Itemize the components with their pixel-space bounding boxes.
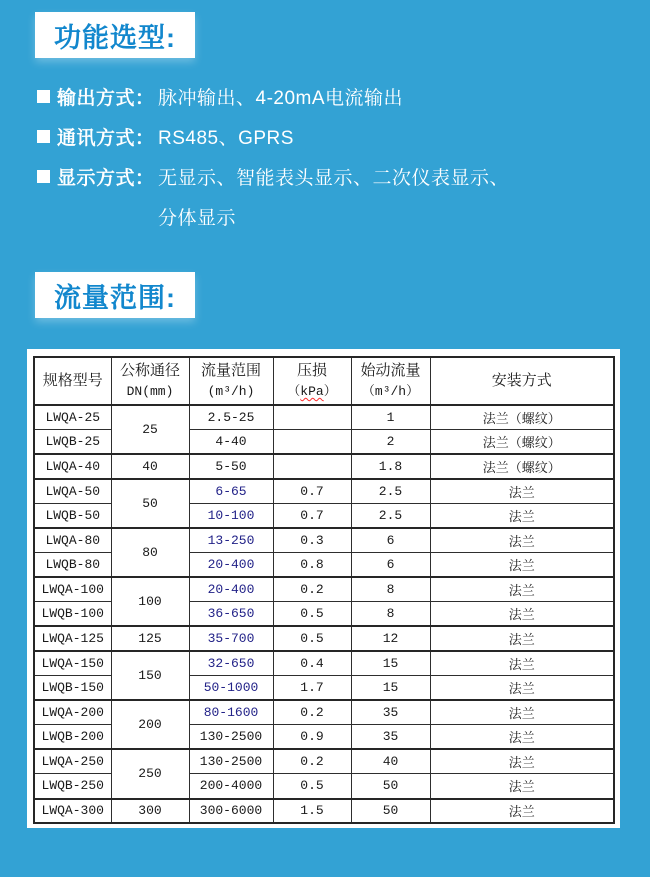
start-flow-cell: 40 bbox=[351, 749, 430, 774]
flow-table bbox=[33, 356, 615, 824]
table-row bbox=[34, 577, 614, 602]
flow-cell: 4-40 bbox=[189, 430, 273, 455]
model-cell: LWQA-150 bbox=[34, 651, 111, 676]
start-flow-cell: 1 bbox=[351, 405, 430, 430]
pressure-cell bbox=[273, 454, 351, 479]
flow-cell: 50-1000 bbox=[189, 676, 273, 701]
table-row bbox=[34, 626, 614, 651]
flow-cell: 6-65 bbox=[189, 479, 273, 504]
pressure-cell: 0.3 bbox=[273, 528, 351, 553]
section-flow-title: 流量范围: bbox=[54, 282, 176, 313]
dn-cell: 150 bbox=[111, 651, 189, 700]
install-cell: 法兰（螺纹） bbox=[430, 430, 614, 455]
start-flow-cell: 8 bbox=[351, 577, 430, 602]
pressure-unit: （kPa） bbox=[287, 384, 337, 399]
bullet-label: 通讯方式： bbox=[57, 127, 155, 149]
model-cell: LWQB-250 bbox=[34, 774, 111, 799]
dn-cell: 250 bbox=[111, 749, 189, 798]
start-flow-cell: 12 bbox=[351, 626, 430, 651]
pressure-cell: 0.2 bbox=[273, 577, 351, 602]
start-flow-cell: 6 bbox=[351, 553, 430, 578]
pressure-cell: 1.5 bbox=[273, 799, 351, 824]
flow-cell: 300-6000 bbox=[189, 799, 273, 824]
flow-cell: 130-2500 bbox=[189, 749, 273, 774]
pressure-cell: 0.9 bbox=[273, 725, 351, 750]
pressure-cell: 0.4 bbox=[273, 651, 351, 676]
table-row bbox=[34, 528, 614, 553]
dn-cell: 100 bbox=[111, 577, 189, 626]
start-flow-cell: 6 bbox=[351, 528, 430, 553]
flow-cell: 2.5-25 bbox=[189, 405, 273, 430]
table-header-row bbox=[34, 357, 614, 405]
bullet-value: 无显示、智能表头显示、二次仪表显示、 bbox=[158, 167, 510, 189]
header-flow-range: 流量范围 (m³/h) bbox=[189, 357, 273, 405]
install-cell: 法兰 bbox=[430, 503, 614, 528]
flow-cell: 35-700 bbox=[189, 626, 273, 651]
list-item bbox=[37, 156, 627, 196]
model-cell: LWQB-200 bbox=[34, 725, 111, 750]
model-cell: LWQA-300 bbox=[34, 799, 111, 824]
model-cell: LWQA-80 bbox=[34, 528, 111, 553]
dn-cell: 25 bbox=[111, 405, 189, 454]
install-cell: 法兰 bbox=[430, 651, 614, 676]
model-cell: LWQB-150 bbox=[34, 676, 111, 701]
table-row bbox=[34, 454, 614, 479]
install-cell: 法兰 bbox=[430, 700, 614, 725]
start-flow-cell: 15 bbox=[351, 676, 430, 701]
dn-cell: 40 bbox=[111, 454, 189, 479]
start-flow-cell: 35 bbox=[351, 725, 430, 750]
section-function-title-box bbox=[35, 12, 195, 58]
model-cell: LWQA-125 bbox=[34, 626, 111, 651]
pressure-cell bbox=[273, 430, 351, 455]
flow-cell: 5-50 bbox=[189, 454, 273, 479]
install-cell: 法兰 bbox=[430, 749, 614, 774]
install-cell: 法兰（螺纹） bbox=[430, 454, 614, 479]
header-pressure-loss: 压损 （kPa） bbox=[273, 357, 351, 405]
flow-table-body bbox=[34, 405, 614, 823]
pressure-cell bbox=[273, 405, 351, 430]
header-start-flow: 始动流量 （m³/h） bbox=[351, 357, 430, 405]
install-cell: 法兰 bbox=[430, 725, 614, 750]
install-cell: 法兰 bbox=[430, 799, 614, 824]
install-cell: 法兰 bbox=[430, 602, 614, 627]
install-cell: 法兰 bbox=[430, 479, 614, 504]
dn-cell: 125 bbox=[111, 626, 189, 651]
bullet-label: 输出方式： bbox=[57, 87, 155, 109]
header-model: 规格型号 bbox=[34, 357, 111, 405]
flow-cell: 200-4000 bbox=[189, 774, 273, 799]
model-cell: LWQB-25 bbox=[34, 430, 111, 455]
model-cell: LWQA-200 bbox=[34, 700, 111, 725]
pressure-cell: 0.7 bbox=[273, 503, 351, 528]
section-function-title: 功能选型: bbox=[54, 22, 176, 53]
function-bullet-list bbox=[37, 76, 627, 236]
flow-cell: 80-1600 bbox=[189, 700, 273, 725]
list-item-continuation bbox=[37, 196, 627, 236]
pressure-cell: 0.8 bbox=[273, 553, 351, 578]
model-cell: LWQB-50 bbox=[34, 503, 111, 528]
pressure-cell: 0.5 bbox=[273, 602, 351, 627]
table-panel bbox=[27, 349, 620, 828]
start-flow-cell: 50 bbox=[351, 799, 430, 824]
pressure-cell: 0.2 bbox=[273, 749, 351, 774]
model-cell: LWQA-25 bbox=[34, 405, 111, 430]
start-flow-cell: 35 bbox=[351, 700, 430, 725]
install-cell: 法兰 bbox=[430, 577, 614, 602]
table-row bbox=[34, 651, 614, 676]
pressure-cell: 0.2 bbox=[273, 700, 351, 725]
section-flow-title-box bbox=[35, 272, 195, 318]
bullet-value-line2: 分体显示 bbox=[158, 207, 237, 229]
bullet-label: 显示方式： bbox=[57, 167, 155, 189]
bullet-square-icon bbox=[37, 130, 50, 143]
install-cell: 法兰 bbox=[430, 626, 614, 651]
start-flow-cell: 2 bbox=[351, 430, 430, 455]
install-cell: 法兰 bbox=[430, 553, 614, 578]
kpa-unit-misspell-underline: kPa bbox=[300, 384, 324, 399]
model-cell: LWQB-80 bbox=[34, 553, 111, 578]
table-row bbox=[34, 799, 614, 824]
bullet-square-icon bbox=[37, 170, 50, 183]
install-cell: 法兰 bbox=[430, 676, 614, 701]
dn-cell: 50 bbox=[111, 479, 189, 528]
header-install: 安装方式 bbox=[430, 357, 614, 405]
bullet-square-icon bbox=[37, 90, 50, 103]
install-cell: 法兰 bbox=[430, 774, 614, 799]
list-item bbox=[37, 76, 627, 116]
start-flow-cell: 1.8 bbox=[351, 454, 430, 479]
flow-cell: 32-650 bbox=[189, 651, 273, 676]
start-flow-cell: 15 bbox=[351, 651, 430, 676]
dn-cell: 300 bbox=[111, 799, 189, 824]
table-row bbox=[34, 700, 614, 725]
model-cell: LWQB-100 bbox=[34, 602, 111, 627]
flow-cell: 20-400 bbox=[189, 577, 273, 602]
start-flow-cell: 50 bbox=[351, 774, 430, 799]
table-row bbox=[34, 405, 614, 430]
flow-cell: 36-650 bbox=[189, 602, 273, 627]
flow-cell: 10-100 bbox=[189, 503, 273, 528]
bullet-value: 脉冲输出、4-20mA电流输出 bbox=[158, 87, 404, 109]
table-row bbox=[34, 479, 614, 504]
model-cell: LWQA-40 bbox=[34, 454, 111, 479]
model-cell: LWQA-250 bbox=[34, 749, 111, 774]
model-cell: LWQA-50 bbox=[34, 479, 111, 504]
start-flow-cell: 8 bbox=[351, 602, 430, 627]
model-cell: LWQA-100 bbox=[34, 577, 111, 602]
pressure-cell: 0.5 bbox=[273, 626, 351, 651]
install-cell: 法兰（螺纹） bbox=[430, 405, 614, 430]
install-cell: 法兰 bbox=[430, 528, 614, 553]
dn-cell: 80 bbox=[111, 528, 189, 577]
bullet-value: RS485、GPRS bbox=[158, 127, 294, 149]
flow-cell: 20-400 bbox=[189, 553, 273, 578]
flow-cell: 13-250 bbox=[189, 528, 273, 553]
flow-cell: 130-2500 bbox=[189, 725, 273, 750]
list-item bbox=[37, 116, 627, 156]
start-flow-cell: 2.5 bbox=[351, 503, 430, 528]
pressure-cell: 0.5 bbox=[273, 774, 351, 799]
pressure-cell: 1.7 bbox=[273, 676, 351, 701]
header-dn: 公称通径 DN(mm) bbox=[111, 357, 189, 405]
table-row bbox=[34, 749, 614, 774]
dn-cell: 200 bbox=[111, 700, 189, 749]
start-flow-cell: 2.5 bbox=[351, 479, 430, 504]
pressure-cell: 0.7 bbox=[273, 479, 351, 504]
